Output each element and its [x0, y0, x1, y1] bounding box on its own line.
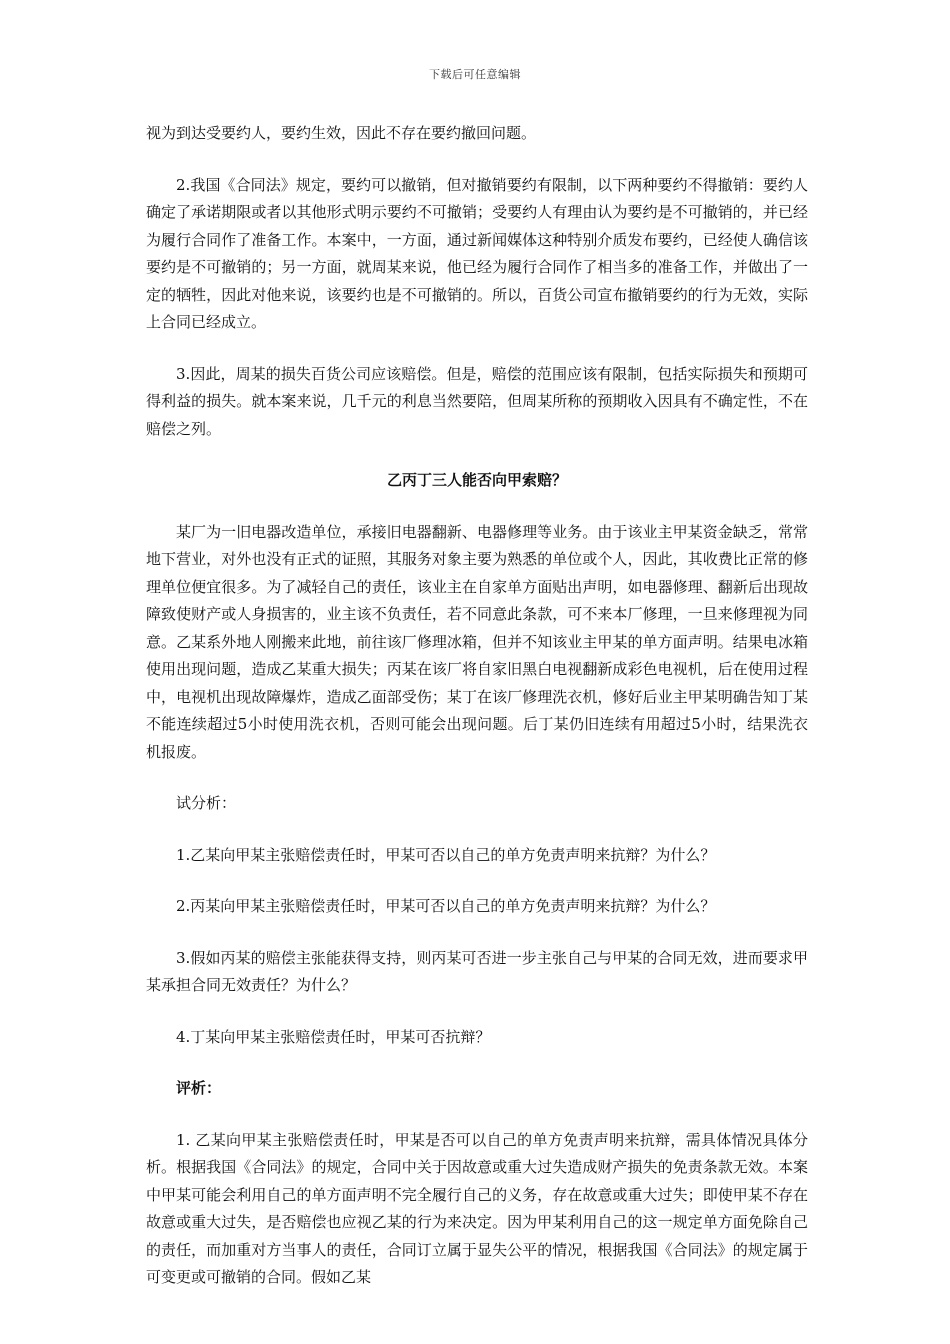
- page-header: 下载后可任意编辑: [429, 68, 521, 81]
- paragraph-point-3: 3.因此，周某的损失百货公司应该赔偿。但是，赔偿的范围应该有限制，包括实际损失和预期可得利益的损失。就本案来说，几千元的利息当然要陪，但周某所称的预期收入因具有不确定性，不在赔偿之列。: [146, 364, 808, 438]
- paragraph-continuation: 视为到达受要约人，要约生效，因此不存在要约撤回问题。: [146, 124, 537, 142]
- analysis-answer-1: 1. 乙某向甲某主张赔偿责任时，甲某是否可以自己的单方免责声明来抗辩，需具体情况具体分析。根据我国《合同法》的规定，合同中关于因故意或重大过失造成财产损失的免责条款无效。本案中甲某可能会利用自己的单方面声明不完全履行自己的义务，存在故意或重大过失；即使甲某不存在故意或重大过失，是否赔偿也应视乙某的行为来决定。因为甲某利用自己的这一规定单方面免除自己的责任，而加重对方当事人的责任，合同订立属于显失公平的情况，根据我国《合同法》的规定属于可变更或可撤销的合同。假如乙某: [146, 1130, 808, 1286]
- paragraph-point-2: 2.我国《合同法》规定，要约可以撤销，但对撤销要约有限制，以下两种要约不得撤销：要约人确定了承诺期限或者以其他形式明示要约不可撤销；受要约人有理由认为要约是不可撤销的，并已经为履行合同作了准备工作。本案中，一方面，通过新闻媒体这种特别介质发布要约，已经使人确信该要约是不可撤销的；另一方面，就周某来说，他已经为履行合同作了相当多的准备工作，并做出了一定的牺牲，因此对他来说，该要约也是不可撤销的。所以，百货公司宣布撤销要约的行为无效，实际上合同已经成立。: [146, 175, 808, 331]
- question-2: 2.丙某向甲某主张赔偿责任时，甲某可否以自己的单方免责声明来抗辩？为什么？: [176, 897, 716, 915]
- section-title: 乙丙丁三人能否向甲索赔？: [386, 471, 567, 489]
- question-4: 4.丁某向甲某主张赔偿责任时，甲某可否抗辩？: [176, 1027, 491, 1046]
- document-body: [146, 120, 808, 1292]
- case-description: 某厂为一旧电器改造单位，承接旧电器翻新、电器修理等业务。由于该业主甲某资金缺乏，常常地下营业，对外也没有正式的证照，其服务对象主要为熟悉的单位或个人，因此，其收费比正常的修理单位便宜很多。为了减轻自己的责任，该业主在自家单方面贴出声明，如电器修理、翻新后出现故障致使财产或人身损害的，业主该不负责任，若不同意此条款，可不来本厂修理，一旦来修理视为同意。乙某系外地人刚搬来此地，前往该厂修理冰箱，但并不知该业主甲某的单方面声明。结果电冰箱使用出现问题，造成乙某重大损失；丙某在该厂将自家旧黑白电视翻新成彩色电视机，后在使用过程中，电视机出现故障爆炸，造成乙面部受伤；某丁在该厂修理洗衣机，修好后业主甲某明确告知丁某不能连续超过5小时使用洗衣机，否则可能会出现问题。后丁某仍旧连续有用超过5小时，结果洗衣机报废。: [146, 522, 808, 761]
- question-1: 1.乙某向甲某主张赔偿责任时，甲某可否以自己的单方免责声明来抗辩？为什么？: [176, 845, 716, 864]
- question-3: 3.假如丙某的赔偿主张能获得支持，则丙某可否进一步主张自己与甲某的合同无效，进而要求甲某承担合同无效责任？为什么？: [146, 948, 808, 994]
- analysis-prompt: 试分析：: [176, 794, 237, 812]
- analysis-heading: 评析：: [176, 1079, 222, 1097]
